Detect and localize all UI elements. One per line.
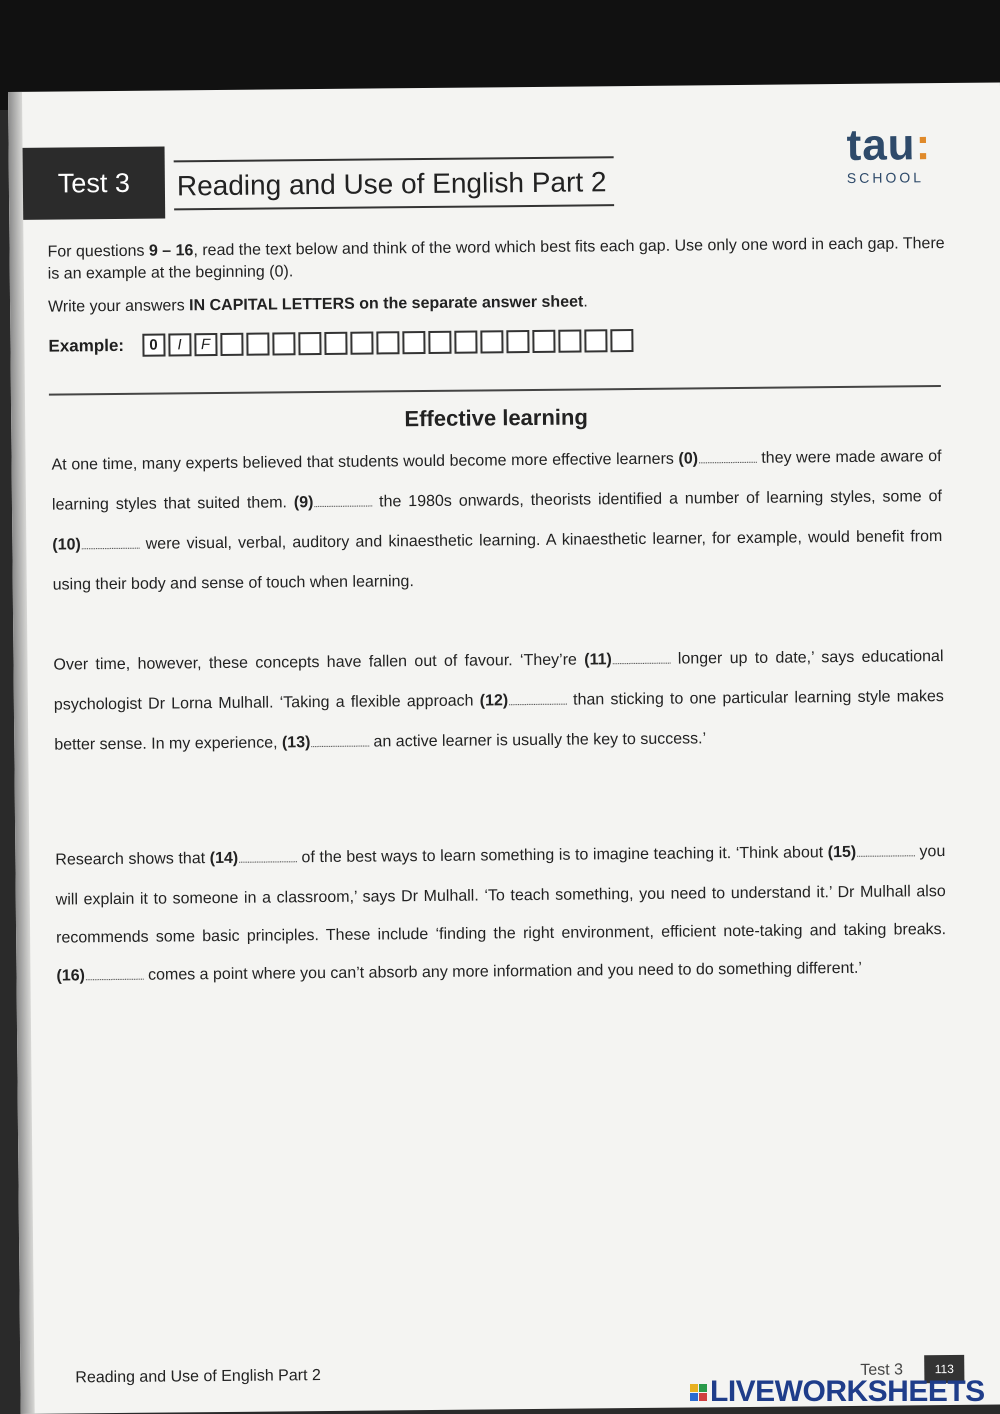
example-letter-box	[506, 330, 529, 353]
example-letter-box: I	[168, 333, 191, 356]
answer-gap[interactable]: .................................	[84, 971, 144, 984]
example-letter-box	[220, 333, 243, 356]
answer-gap[interactable]: .................................	[611, 655, 671, 668]
answer-gap[interactable]: .................................	[508, 696, 567, 709]
example-letter-box	[402, 331, 425, 354]
paragraph-text: comes a point where you can’t absorb any more information and you need to do something different.’	[143, 959, 863, 984]
instr-text: .	[583, 293, 588, 311]
test-label: Test 3	[23, 146, 166, 219]
paragraph-2	[53, 638, 944, 767]
question-number: (15)	[827, 843, 857, 862]
instr-emphasis: IN CAPITAL LETTERS on the separate answer sheet	[189, 293, 584, 315]
instr-text: For questions	[47, 242, 150, 261]
logo-word: tau	[846, 120, 916, 170]
paragraph-text: longer up to date,’ says educational psychologist Dr Lorna Mulhall. ‘Taking a flexible approach	[53, 648, 944, 714]
part-title: Reading and Use of English Part 2	[176, 166, 607, 202]
example-letter-box	[298, 332, 321, 355]
example-letter-box	[350, 332, 373, 355]
footer-test-label: Test 3	[860, 1361, 904, 1379]
watermark-text: LIVEWORKSHEETS	[710, 1375, 985, 1408]
question-number: (13)	[281, 734, 311, 752]
question-number: (10)	[52, 536, 81, 554]
paragraph-text: were visual, verbal, auditory and kinaesthetic learning. A kinaesthetic learner, for example, would benefit from using their body and sense of touch when learning.	[52, 528, 943, 594]
example-letter-box	[558, 330, 581, 353]
example-letter-box	[480, 330, 503, 353]
paragraph-text: than sticking to one particular learning style makes better sense. In my experience,	[54, 688, 944, 754]
question-number: (11)	[584, 651, 612, 669]
question-number: (14)	[209, 849, 239, 868]
answer-gap[interactable]: .................................	[856, 848, 915, 860]
question-number: (16)	[56, 967, 86, 985]
example-answer-boxes	[142, 329, 633, 357]
instructions-line-1	[47, 233, 947, 286]
example-row	[48, 329, 633, 358]
liveworksheets-logo-icon	[690, 1384, 707, 1401]
paragraph-text: At one time, many experts believed that students would become more effective learners	[51, 450, 679, 474]
instr-text: , read the text below and think of the word which best fits each gap. Use only one word in each gap. There is an example at the beginning (0).	[47, 235, 945, 283]
answer-gap[interactable]: .................................	[80, 540, 140, 553]
example-letter-box	[428, 331, 451, 354]
example-letter-box	[532, 330, 555, 353]
logo-colon: :	[915, 120, 932, 170]
footer-page-number: 113	[924, 1355, 964, 1383]
example-letter-box	[272, 332, 295, 355]
paragraph-1	[51, 438, 942, 605]
example-letter-box	[610, 329, 633, 352]
answer-gap[interactable]: .................................	[310, 738, 370, 751]
logo-subtitle: SCHOOL	[846, 169, 925, 186]
example-letter-box: F	[194, 333, 217, 356]
paragraph-text: of the best ways to learn something is to imagine teaching it. ‘Think about	[296, 844, 828, 867]
footer-section-title: Reading and Use of English Part 2	[75, 1367, 321, 1387]
example-letter-box	[376, 331, 399, 354]
example-letter-box	[454, 331, 477, 354]
title-rule-bottom	[174, 204, 614, 210]
question-number: (0)	[678, 450, 699, 468]
question-number: (9)	[293, 494, 314, 512]
title-rule-top	[174, 156, 614, 162]
answer-gap[interactable]: .................................	[313, 498, 373, 511]
paragraph-text: you will explain it to someone in a classroom,’ says Dr Mulhall. ‘To teach something, you need to understand it.’ Dr Mulhall also recommends some basic principles. These include ‘finding the right environment, efficient note-taking and taking breaks.	[55, 843, 947, 947]
paragraph-3	[55, 833, 946, 998]
article-title: Effective learning	[404, 404, 588, 432]
example-letter-box	[584, 329, 607, 352]
example-letter-box: 0	[142, 334, 165, 357]
answer-gap[interactable]: .................................	[697, 454, 757, 467]
instructions-line-2	[48, 288, 948, 319]
answer-gap[interactable]: .................................	[238, 854, 297, 866]
example-letter-box	[324, 332, 347, 355]
question-number: (12)	[479, 692, 509, 710]
paragraph-text: an active learner is usually the key to success.’	[368, 730, 707, 751]
instr-text: Write your answers	[47, 297, 190, 316]
book-spine	[8, 92, 35, 1414]
question-range: 9 – 16	[148, 242, 194, 260]
paragraph-text: Over time, however, these concepts have fallen out of favour. ‘They’re	[53, 651, 585, 674]
school-logo	[846, 120, 932, 186]
paragraph-text: Research shows that	[55, 850, 210, 869]
example-label: Example:	[48, 335, 125, 356]
worksheet-page	[8, 82, 1000, 1413]
paragraph-text: the 1980s onwards, theorists identified a number of learning styles, some of	[372, 488, 943, 511]
example-letter-box	[246, 333, 269, 356]
liveworksheets-watermark	[690, 1375, 985, 1409]
section-divider	[49, 385, 941, 396]
paragraph-text: they were made aware of learning styles that suited them.	[51, 448, 942, 514]
